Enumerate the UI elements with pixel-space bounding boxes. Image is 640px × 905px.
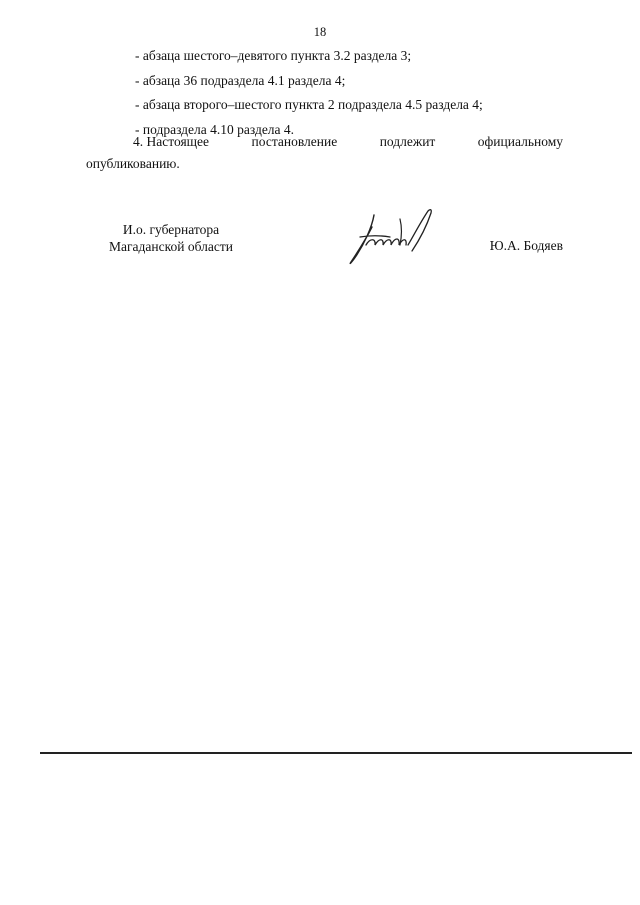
handwritten-signature [342,205,442,267]
position-line: Магаданской области [109,239,233,254]
list-item: - подраздела 4.10 раздела 4. [135,121,295,137]
publication-paragraph [86,131,563,175]
signatory-position [96,221,246,255]
paragraph-line: опубликованию. [86,156,180,171]
excluded-items-list [135,44,575,142]
list-item: - абзаца второго–шестого пункта 2 подраздела 4.5 раздела 4; [135,97,483,112]
footer-divider [40,752,632,754]
page-number: 18 [313,25,327,39]
list-item: - абзаца 36 подраздела 4.1 раздела 4; [135,72,346,88]
signatory-name: Ю.А. Бодяев [489,238,563,253]
paragraph-word: подлежит [379,134,436,149]
position-line: И.о. губернатора [122,222,220,237]
paragraph-word: 4. Настоящее [133,134,210,149]
paragraph-word: постановление [251,134,338,149]
list-item: - абзаца шестого–девятого пункта 3.2 раздела 3; [135,48,412,63]
paragraph-line [86,131,563,153]
paragraph-word: официальному [477,134,563,149]
